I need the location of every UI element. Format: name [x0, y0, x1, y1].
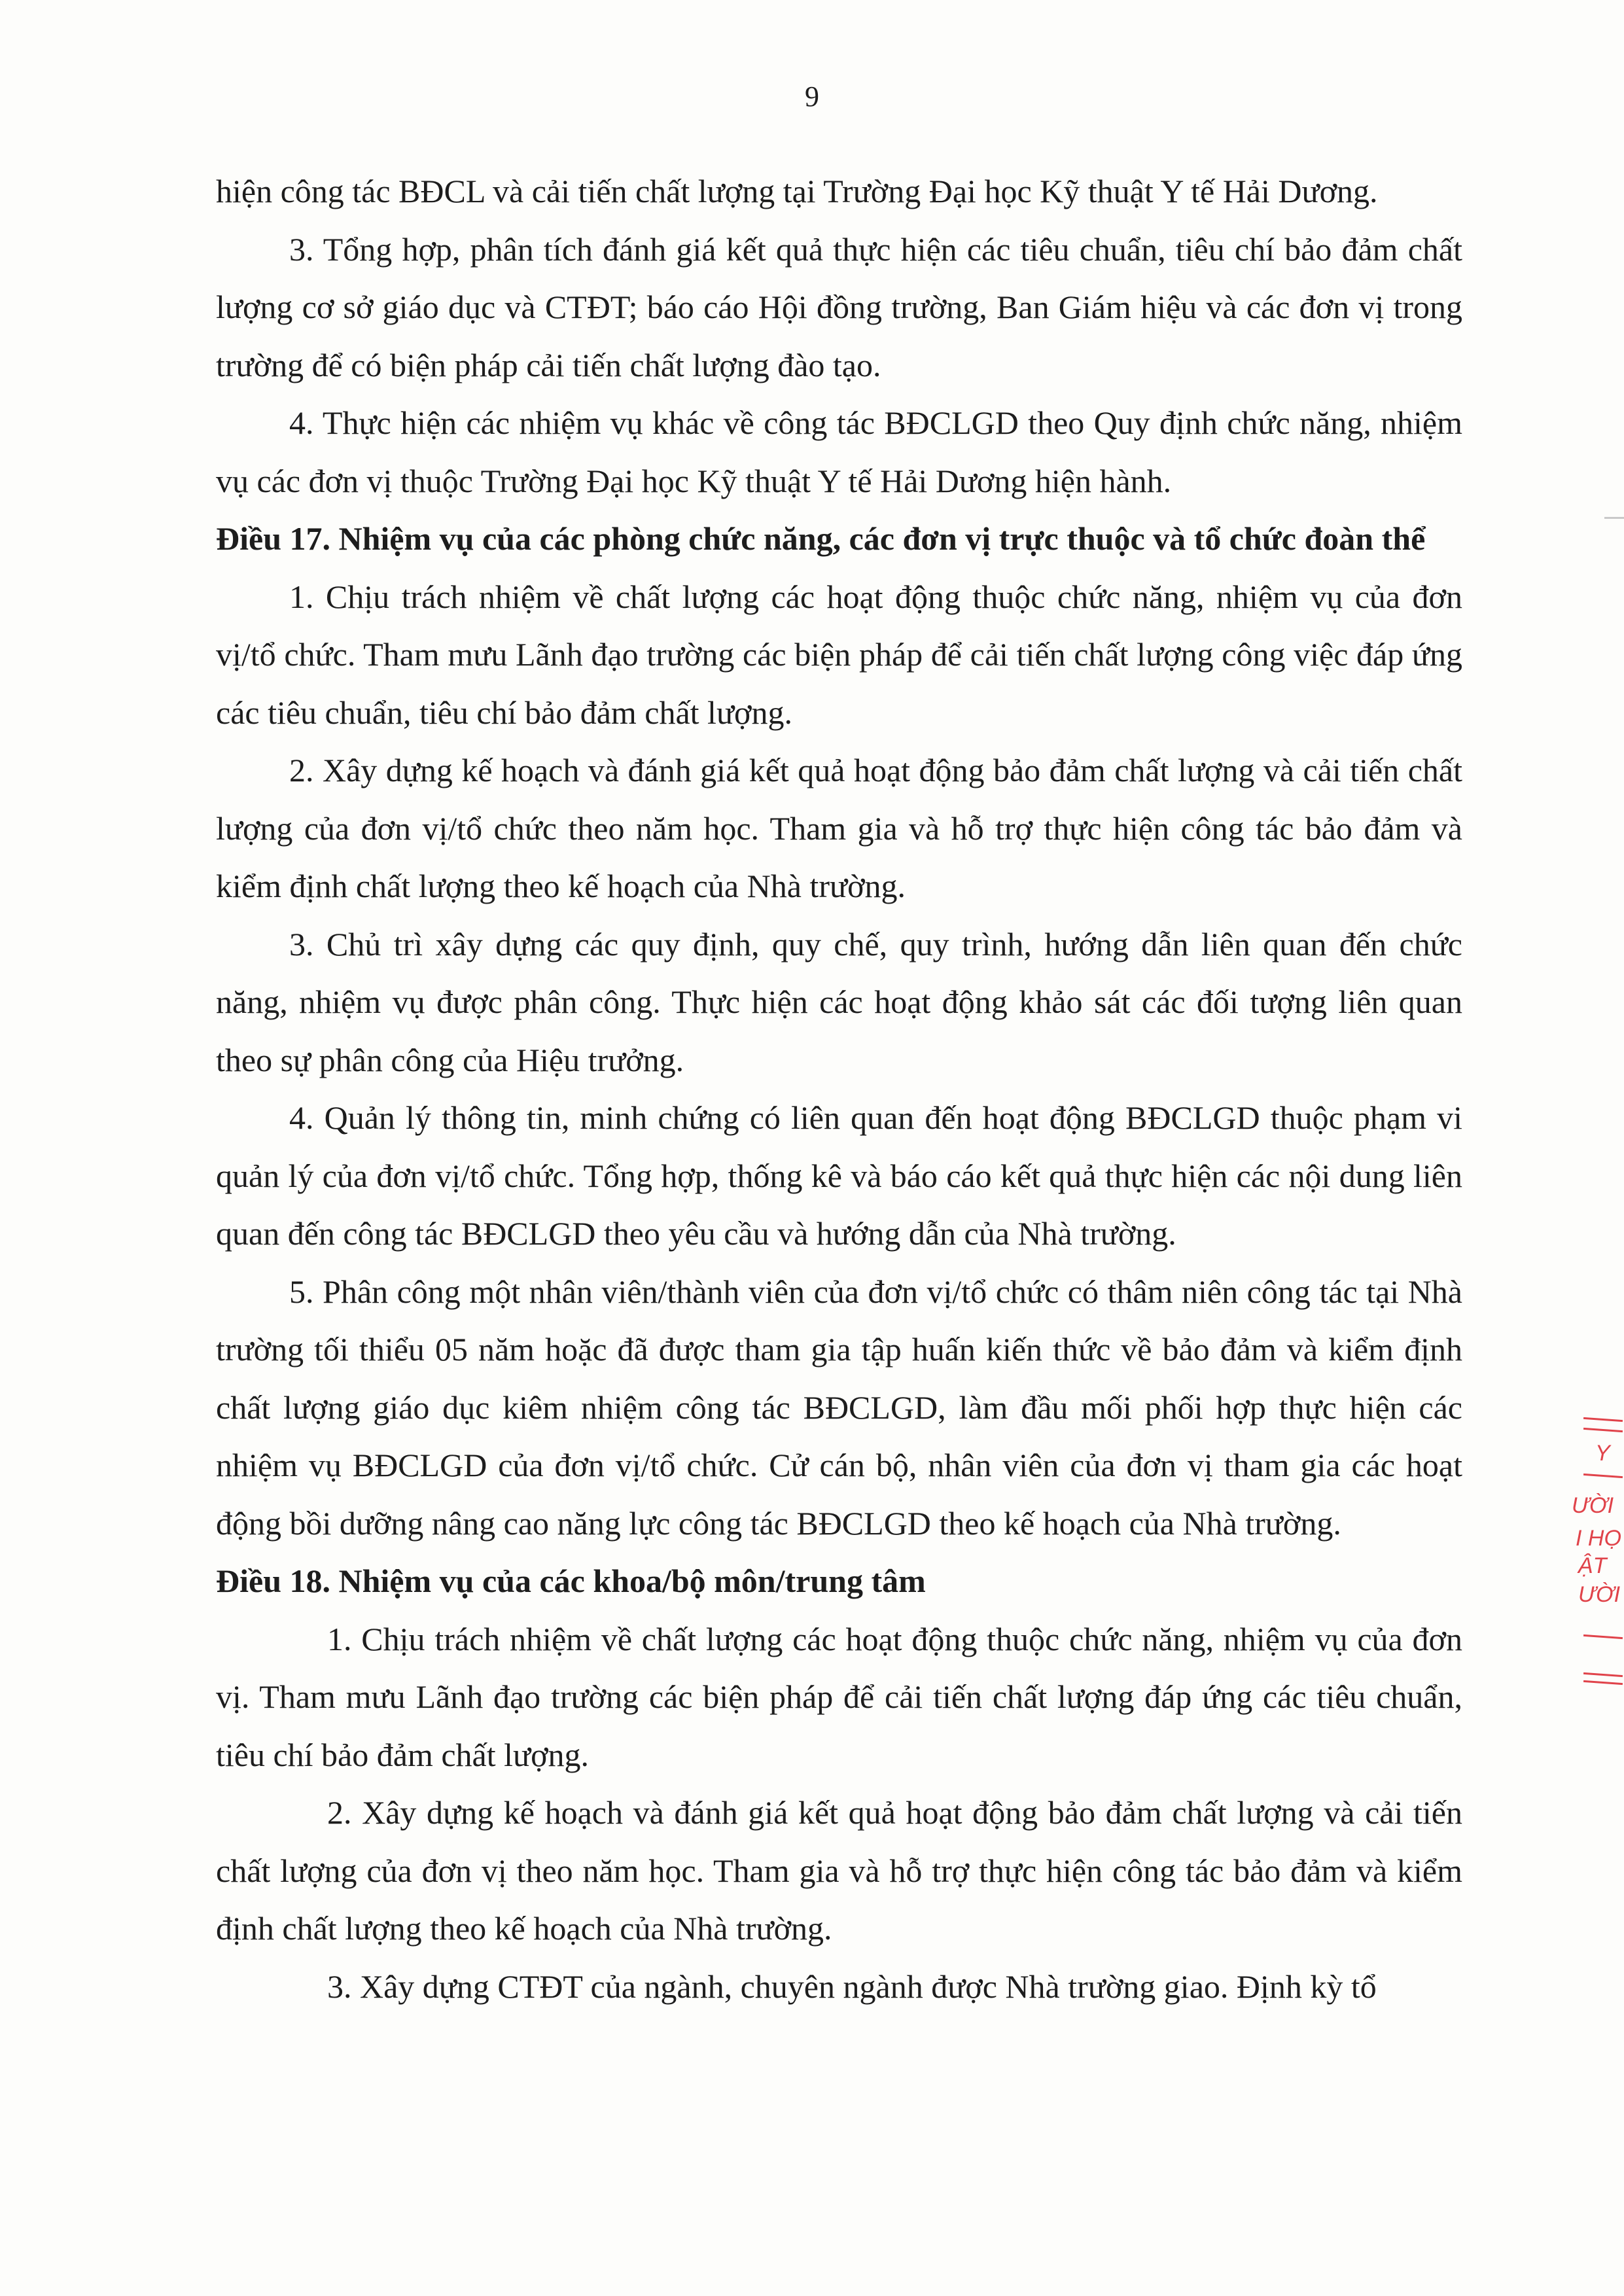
- article-17-item-5: 5. Phân công một nhân viên/thành viên của đơn vị/tổ chức có thâm niên công tác tại Nhà trường tối thiểu 05 năm hoặc đã được tham gia tập huấn kiến thức về bảo đảm và kiểm định chất lượng giáo dục kiêm nhiệm công tác BĐCLGD, làm đầu mối phối hợp thực hiện các nhiệm vụ BĐCLGD của đơn vị/tổ chức. Cử cán bộ, nhân viên của đơn vị tham gia các hoạt động bồi dưỡng nâng cao năng lực công tác BĐCLGD theo kế hoạch của Nhà trường.: [216, 1273, 1462, 1542]
- stamp-text: ẬT: [1578, 1553, 1607, 1578]
- article-17-item-3: 3. Chủ trì xây dựng các quy định, quy chế, quy trình, hướng dẫn liên quan đến chức năng, nhiệm vụ được phân công. Thực hiện các hoạt động khảo sát các đối tượng liên quan theo sự phân công của Hiệu trưởng.: [216, 925, 1462, 1078]
- paragraph-item-3: 3. Tổng hợp, phân tích đánh giá kết quả thực hiện các tiêu chuẩn, tiêu chí bảo đảm chất lượng cơ sở giáo dục và CTĐT; báo cáo Hội đồng trường, Ban Giám hiệu và các đơn vị trong trường để có biện pháp cải tiến chất lượng đào tạo.: [216, 230, 1462, 383]
- page-number: 9: [805, 80, 819, 113]
- stamp-rule: [1583, 1428, 1623, 1432]
- stamp-rule: [1583, 1474, 1623, 1478]
- stamp-text: I HỌ: [1576, 1526, 1621, 1551]
- paragraph-item-4: 4. Thực hiện các nhiệm vụ khác về công tác BĐCLGD theo Quy định chức năng, nhiệm vụ các đơn vị thuộc Trường Đại học Kỹ thuật Y tế Hải Dương hiện hành.: [216, 404, 1462, 499]
- stamp-rule: [1583, 1680, 1623, 1685]
- stamp-rule: [1583, 1634, 1623, 1639]
- article-18-item-3: 3. Xây dựng CTĐT của ngành, chuyên ngành được Nhà trường giao. Định kỳ tổ: [327, 1968, 1377, 2005]
- article-17-item-2: 2. Xây dựng kế hoạch và đánh giá kết quả hoạt động bảo đảm chất lượng và cải tiến chất lượng của đơn vị/tổ chức theo năm học. Tham gia và hỗ trợ thực hiện công tác bảo đảm và kiểm định chất lượng theo kế hoạch của Nhà trường.: [216, 752, 1462, 904]
- stamp-text: ƯỜI: [1572, 1493, 1614, 1518]
- article-17-item-1: 1. Chịu trách nhiệm về chất lượng các hoạt động thuộc chức năng, nhiệm vụ của đơn vị/tổ chức. Tham mưu Lãnh đạo trường các biện pháp để cải tiến chất lượng công việc đáp ứng các tiêu chuẩn, tiêu chí bảo đảm chất lượng.: [216, 578, 1462, 731]
- stamp-text: Y: [1595, 1441, 1610, 1466]
- red-stamp-fragment: [1570, 1413, 1624, 1714]
- article-17-item-4: 4. Quản lý thông tin, minh chứng có liên quan đến hoạt động BĐCLGD thuộc phạm vi quản lý của đơn vị/tổ chức. Tổng hợp, thống kê và báo cáo kết quả thực hiện các nội dung liên quan đến công tác BĐCLGD theo yêu cầu và hướng dẫn của Nhà trường.: [216, 1099, 1462, 1252]
- continuation-line: hiện công tác BĐCL và cải tiến chất lượng tại Trường Đại học Kỹ thuật Y tế Hải Dương.: [216, 173, 1378, 209]
- article-18-item-2: 2. Xây dựng kế hoạch và đánh giá kết quả hoạt động bảo đảm chất lượng và cải tiến chất lượng của đơn vị theo năm học. Tham gia và hỗ trợ thực hiện công tác bảo đảm và kiểm định chất lượng theo kế hoạch của Nhà trường.: [216, 1794, 1462, 1947]
- stamp-rule: [1583, 1672, 1623, 1677]
- stamp-rule: [1583, 1417, 1623, 1422]
- stamp-text: ƯỜI: [1578, 1582, 1621, 1607]
- document-body: [216, 162, 1462, 2015]
- article-18-item-1: 1. Chịu trách nhiệm về chất lượng các hoạt động thuộc chức năng, nhiệm vụ của đơn vị. Tham mưu Lãnh đạo trường các biện pháp để cải tiến chất lượng đáp ứng các tiêu chuẩn, tiêu chí bảo đảm chất lượng.: [216, 1620, 1462, 1773]
- article-17-heading: Điều 17. Nhiệm vụ của các phòng chức năng, các đơn vị trực thuộc và tổ chức đoàn thể: [216, 520, 1426, 557]
- article-18-heading: Điều 18. Nhiệm vụ của các khoa/bộ môn/trung tâm: [216, 1563, 926, 1599]
- scan-edge-mark: [1604, 517, 1624, 519]
